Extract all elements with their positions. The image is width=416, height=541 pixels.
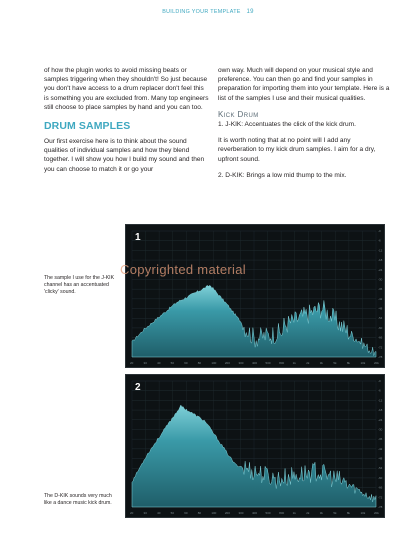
y-tick-label: -18 <box>378 408 383 413</box>
x-tick-label: 1k <box>292 361 296 365</box>
y-tick-label: -66 <box>378 335 383 340</box>
y-tick-label: -66 <box>378 485 383 490</box>
x-tick-label: 800 <box>279 361 285 365</box>
y-tick-label: -24 <box>378 417 383 422</box>
paragraph: Our first exercise here is to think about the sound qualities of individual samples and how they blend together. I will show you how I build my sound and then you can choose to match it or go your <box>44 138 205 173</box>
subsection-title: Kick Drum <box>218 109 259 119</box>
x-tick-label: 40 <box>157 511 161 515</box>
left-column <box>44 66 210 181</box>
x-tick-label: 300 <box>238 511 244 515</box>
x-tick-label: 500 <box>265 361 271 365</box>
y-tick-label: -42 <box>378 296 383 301</box>
x-tick-label: 400 <box>252 511 258 515</box>
paragraph: It is worth noting that at no point will I add any reverberation to my kick drum samples. I aim for a dry, upfront sound. <box>218 137 376 163</box>
y-tick-label: -12 <box>378 248 383 253</box>
x-tick-label: 40 <box>157 361 161 365</box>
x-tick-label: 500 <box>265 511 271 515</box>
paragraph: of how the plugin works to avoid missing beats or samples triggering when they shouldn't! So just because you don't have access to a drum replacer don't feel this is something you are excluded from. Many top engineers still choose to place samples by hand and you can too. <box>44 67 209 111</box>
y-tick-label: -48 <box>378 456 383 461</box>
x-tick-label: 30 <box>143 511 147 515</box>
x-tick-label: 5k <box>333 511 337 515</box>
y-tick-label: -72 <box>378 495 383 500</box>
running-head <box>0 9 416 15</box>
y-tick-label: -42 <box>378 446 383 451</box>
x-tick-label: 50 <box>170 511 175 515</box>
y-tick-label: -6 <box>378 238 381 243</box>
copyright-watermark: Copyrighted material <box>120 262 246 277</box>
y-tick-label: -18 <box>378 258 383 263</box>
y-tick-label: -0 <box>378 229 381 233</box>
y-tick-label: -54 <box>378 316 383 321</box>
spectrum-plot <box>126 375 384 517</box>
x-tick-label: 200 <box>224 361 230 365</box>
x-tick-label: 2k <box>306 511 310 515</box>
x-tick-label: 20k <box>374 511 379 515</box>
y-tick-label: -48 <box>378 306 383 311</box>
y-tick-label: -12 <box>378 398 383 403</box>
list-item: 1. J-KIK: Accentuates the click of the kick drum. <box>218 121 356 129</box>
x-tick-label: 20 <box>130 361 134 365</box>
x-tick-label: 8k <box>346 511 351 515</box>
figure-number: 2 <box>135 382 141 393</box>
x-tick-label: 20 <box>130 511 134 515</box>
x-tick-label: 50 <box>170 361 175 365</box>
y-tick-label: -78 <box>378 355 383 359</box>
list-item: 2. D-KIK: Brings a low mid thump to the mix. <box>218 171 347 179</box>
x-tick-label: 3k <box>319 361 323 365</box>
figure-caption-2: The D-KIK sounds very much like a dance music kick drum. <box>44 493 112 506</box>
x-tick-label: 300 <box>238 361 244 365</box>
x-tick-label: 20k <box>374 361 379 365</box>
y-tick-label: -60 <box>378 325 383 330</box>
x-tick-label: 1k <box>292 511 296 515</box>
right-column <box>218 66 390 187</box>
x-tick-label: 800 <box>279 511 285 515</box>
x-tick-label: 80 <box>197 361 202 365</box>
x-tick-label: 200 <box>224 511 230 515</box>
x-tick-label: 400 <box>252 361 258 365</box>
section-title: DRUM SAMPLES <box>44 120 131 133</box>
x-tick-label: 10k <box>360 511 366 515</box>
paragraph: own way. Much will depend on your musical style and preference. You can then go and find your samples in preparation for importing them into your template. Here is a list of the samples I use and their musical qualities. <box>218 67 390 102</box>
y-tick-label: -72 <box>378 345 383 350</box>
y-tick-label: -60 <box>378 475 383 480</box>
y-tick-label: -36 <box>378 437 383 442</box>
y-tick-label: -30 <box>378 277 383 282</box>
y-tick-label: -0 <box>378 379 381 383</box>
y-tick-label: -54 <box>378 466 383 471</box>
x-tick-label: 5k <box>333 361 337 365</box>
y-tick-label: -30 <box>378 427 383 432</box>
x-tick-label: 30 <box>143 361 147 365</box>
page-number: 19 <box>246 9 254 15</box>
y-tick-label: -24 <box>378 267 383 272</box>
x-tick-label: 10k <box>360 361 366 365</box>
figure-caption-1: The sample I use for the J-KIK channel has an accentuated 'clicky' sound. <box>44 275 115 295</box>
spectrum-analyzer-figure-2 <box>125 374 385 518</box>
y-tick-label: -6 <box>378 388 381 393</box>
figure-number: 1 <box>135 232 141 243</box>
x-tick-label: 60 <box>184 361 188 365</box>
x-tick-label: 60 <box>184 511 188 515</box>
x-tick-label: 3k <box>319 511 323 515</box>
running-head-title: BUILDING YOUR TEMPLATE <box>162 9 241 15</box>
y-tick-label: -36 <box>378 287 383 292</box>
x-tick-label: 2k <box>306 361 310 365</box>
spectrum-analyzer-figure-1 <box>125 224 385 368</box>
x-tick-label: 8k <box>346 361 351 365</box>
y-tick-label: -78 <box>378 505 383 509</box>
spectrum-plot <box>126 225 384 367</box>
x-tick-label: 80 <box>197 511 202 515</box>
x-tick-label: 100 <box>211 511 217 515</box>
x-tick-label: 100 <box>211 361 217 365</box>
